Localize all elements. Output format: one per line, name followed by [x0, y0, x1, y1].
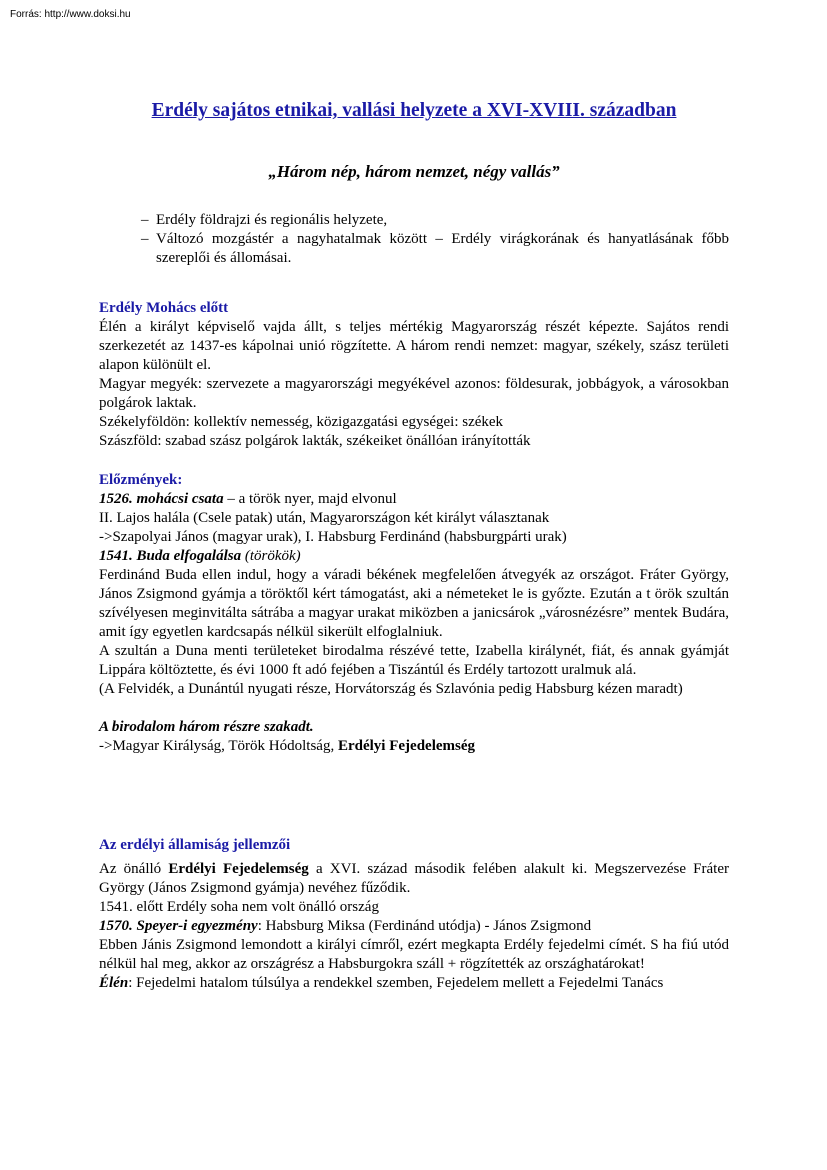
event-note: (törökök)	[241, 548, 301, 564]
paragraph: Ferdinánd Buda ellen indul, hogy a váradi békének megfelelően átvegyék az országot. Fráter György, János Zsigmond gyámja a töröktől kért támogatást, aki a németeket le is győzte. Ezután a t örök szultán szívélyesen meginvitálta sátrába a magyar urakat miközben a janicsárok „városnézésre” mentek Budára, amit így egyetlen kardcsapás nélkül sikerült elfoglalniuk.	[99, 567, 729, 640]
spacer	[99, 699, 729, 718]
paragraph-text: a XVI. század második felében alakult ki. Megszervezése Fráter György (János Zsigmond gyámja) nevéhez fűződik.	[99, 861, 729, 896]
section-allamisag	[99, 836, 729, 993]
paragraph: A szultán a Duna menti területeket birodalma részévé tette, Izabella királynét, fiát, és annak gyámját Lippára költöztette, és évi 1000 ft adó fejében a Tiszántúl és Erdély tartozott uralmuk alá.	[99, 643, 729, 678]
paragraph: (A Felvidék, a Dunántúl nyugati része, Horvátország és Szlavónia pedig Habsburg kézen maradt)	[99, 681, 683, 697]
paragraph	[99, 737, 729, 756]
paragraph: ->Szapolyai János (magyar urak), I. Habsburg Ferdinánd (habsburgpárti urak)	[99, 529, 567, 545]
paragraph-text: : Fejedelmi hatalom túlsúlya a rendekkel szemben, Fejedelem mellett a Fejedelmi Tanács	[128, 975, 664, 991]
list-item-text: Változó mozgástér a nagyhatalmak között – Erdély virágkorának és hanyatlásának főbb szereplői és állomásai.	[156, 231, 729, 266]
paragraph	[99, 547, 729, 566]
bullet-list	[141, 211, 729, 268]
list-item	[141, 230, 729, 268]
paragraph-text: Az önálló	[99, 861, 169, 877]
event-text: – a török nyer, majd elvonul	[223, 491, 397, 507]
event-date: 1541. Buda elfogalálsa	[99, 548, 242, 564]
paragraph: Ebben Jánis Zsigmond lemondott a királyi címről, ezért megkapta Erdély fejedelmi címét. S ha fiú utód nélkül hal meg, akkor az országrész a Habsburgokra száll + rögzítették az országhatárokat!	[99, 937, 729, 972]
source-label: Forrás: http://www.doksi.hu	[10, 9, 131, 20]
paragraph	[99, 490, 729, 509]
paragraph: 1541. előtt Erdély soha nem volt önálló ország	[99, 899, 379, 915]
paragraph: Székelyföldön: kollektív nemesség, közigazgatási egységei: székek	[99, 414, 504, 430]
dash-marker: –	[141, 212, 149, 228]
page-title: Erdély sajátos etnikai, vallási helyzete a XVI-XVIII. században	[151, 100, 677, 121]
event-date: 1570. Speyer-i egyezmény	[99, 918, 258, 934]
section-heading: Erdély Mohács előtt	[99, 300, 229, 316]
list-item	[141, 211, 729, 230]
paragraph: A birodalom három részre szakadt.	[99, 719, 314, 735]
section-mohacs	[99, 299, 729, 451]
paragraph: Magyar megyék: szervezete a magyarországi megyékével azonos: földesurak, jobbágyok, a városokban polgárok laktak.	[99, 376, 729, 411]
emphasis: Erdélyi Fejedelemség	[168, 861, 309, 877]
emphasis: Erdélyi Fejedelemség	[337, 738, 476, 754]
event-date: 1526. mohácsi csata	[99, 491, 224, 507]
list-item-text: Erdély földrajzi és regionális helyzete,	[156, 212, 388, 228]
section-heading: Az erdélyi államiság jellemzői	[99, 837, 291, 853]
paragraph	[99, 974, 729, 993]
motto: „Három nép, három nemzet, négy vallás”	[268, 162, 560, 181]
paragraph-text: ->Magyar Királyság, Török Hódoltság,	[99, 738, 338, 754]
paragraph	[99, 917, 729, 936]
paragraph	[99, 860, 729, 898]
paragraph: II. Lajos halála (Csele patak) után, Magyarországon két királyt választanak	[99, 510, 550, 526]
section-elozmenyek	[99, 471, 729, 756]
section-heading: Előzmények:	[99, 472, 183, 488]
paragraph: Élén a királyt képviselő vajda állt, s teljes mértékig Magyarország részét képezte. Sajátos rendi szerkezetét az 1437-es kápolnai unió rögzítette. A három rendi nemzet: magyar, székely, szász területi alapon különült el.	[99, 319, 729, 373]
event-text: : Habsburg Miksa (Ferdinánd utódja) - János Zsigmond	[257, 918, 592, 934]
dash-marker: –	[141, 231, 149, 247]
paragraph: Szászföld: szabad szász polgárok lakták, székeiket önállóan irányították	[99, 433, 531, 449]
emphasis: Élén	[99, 975, 129, 991]
